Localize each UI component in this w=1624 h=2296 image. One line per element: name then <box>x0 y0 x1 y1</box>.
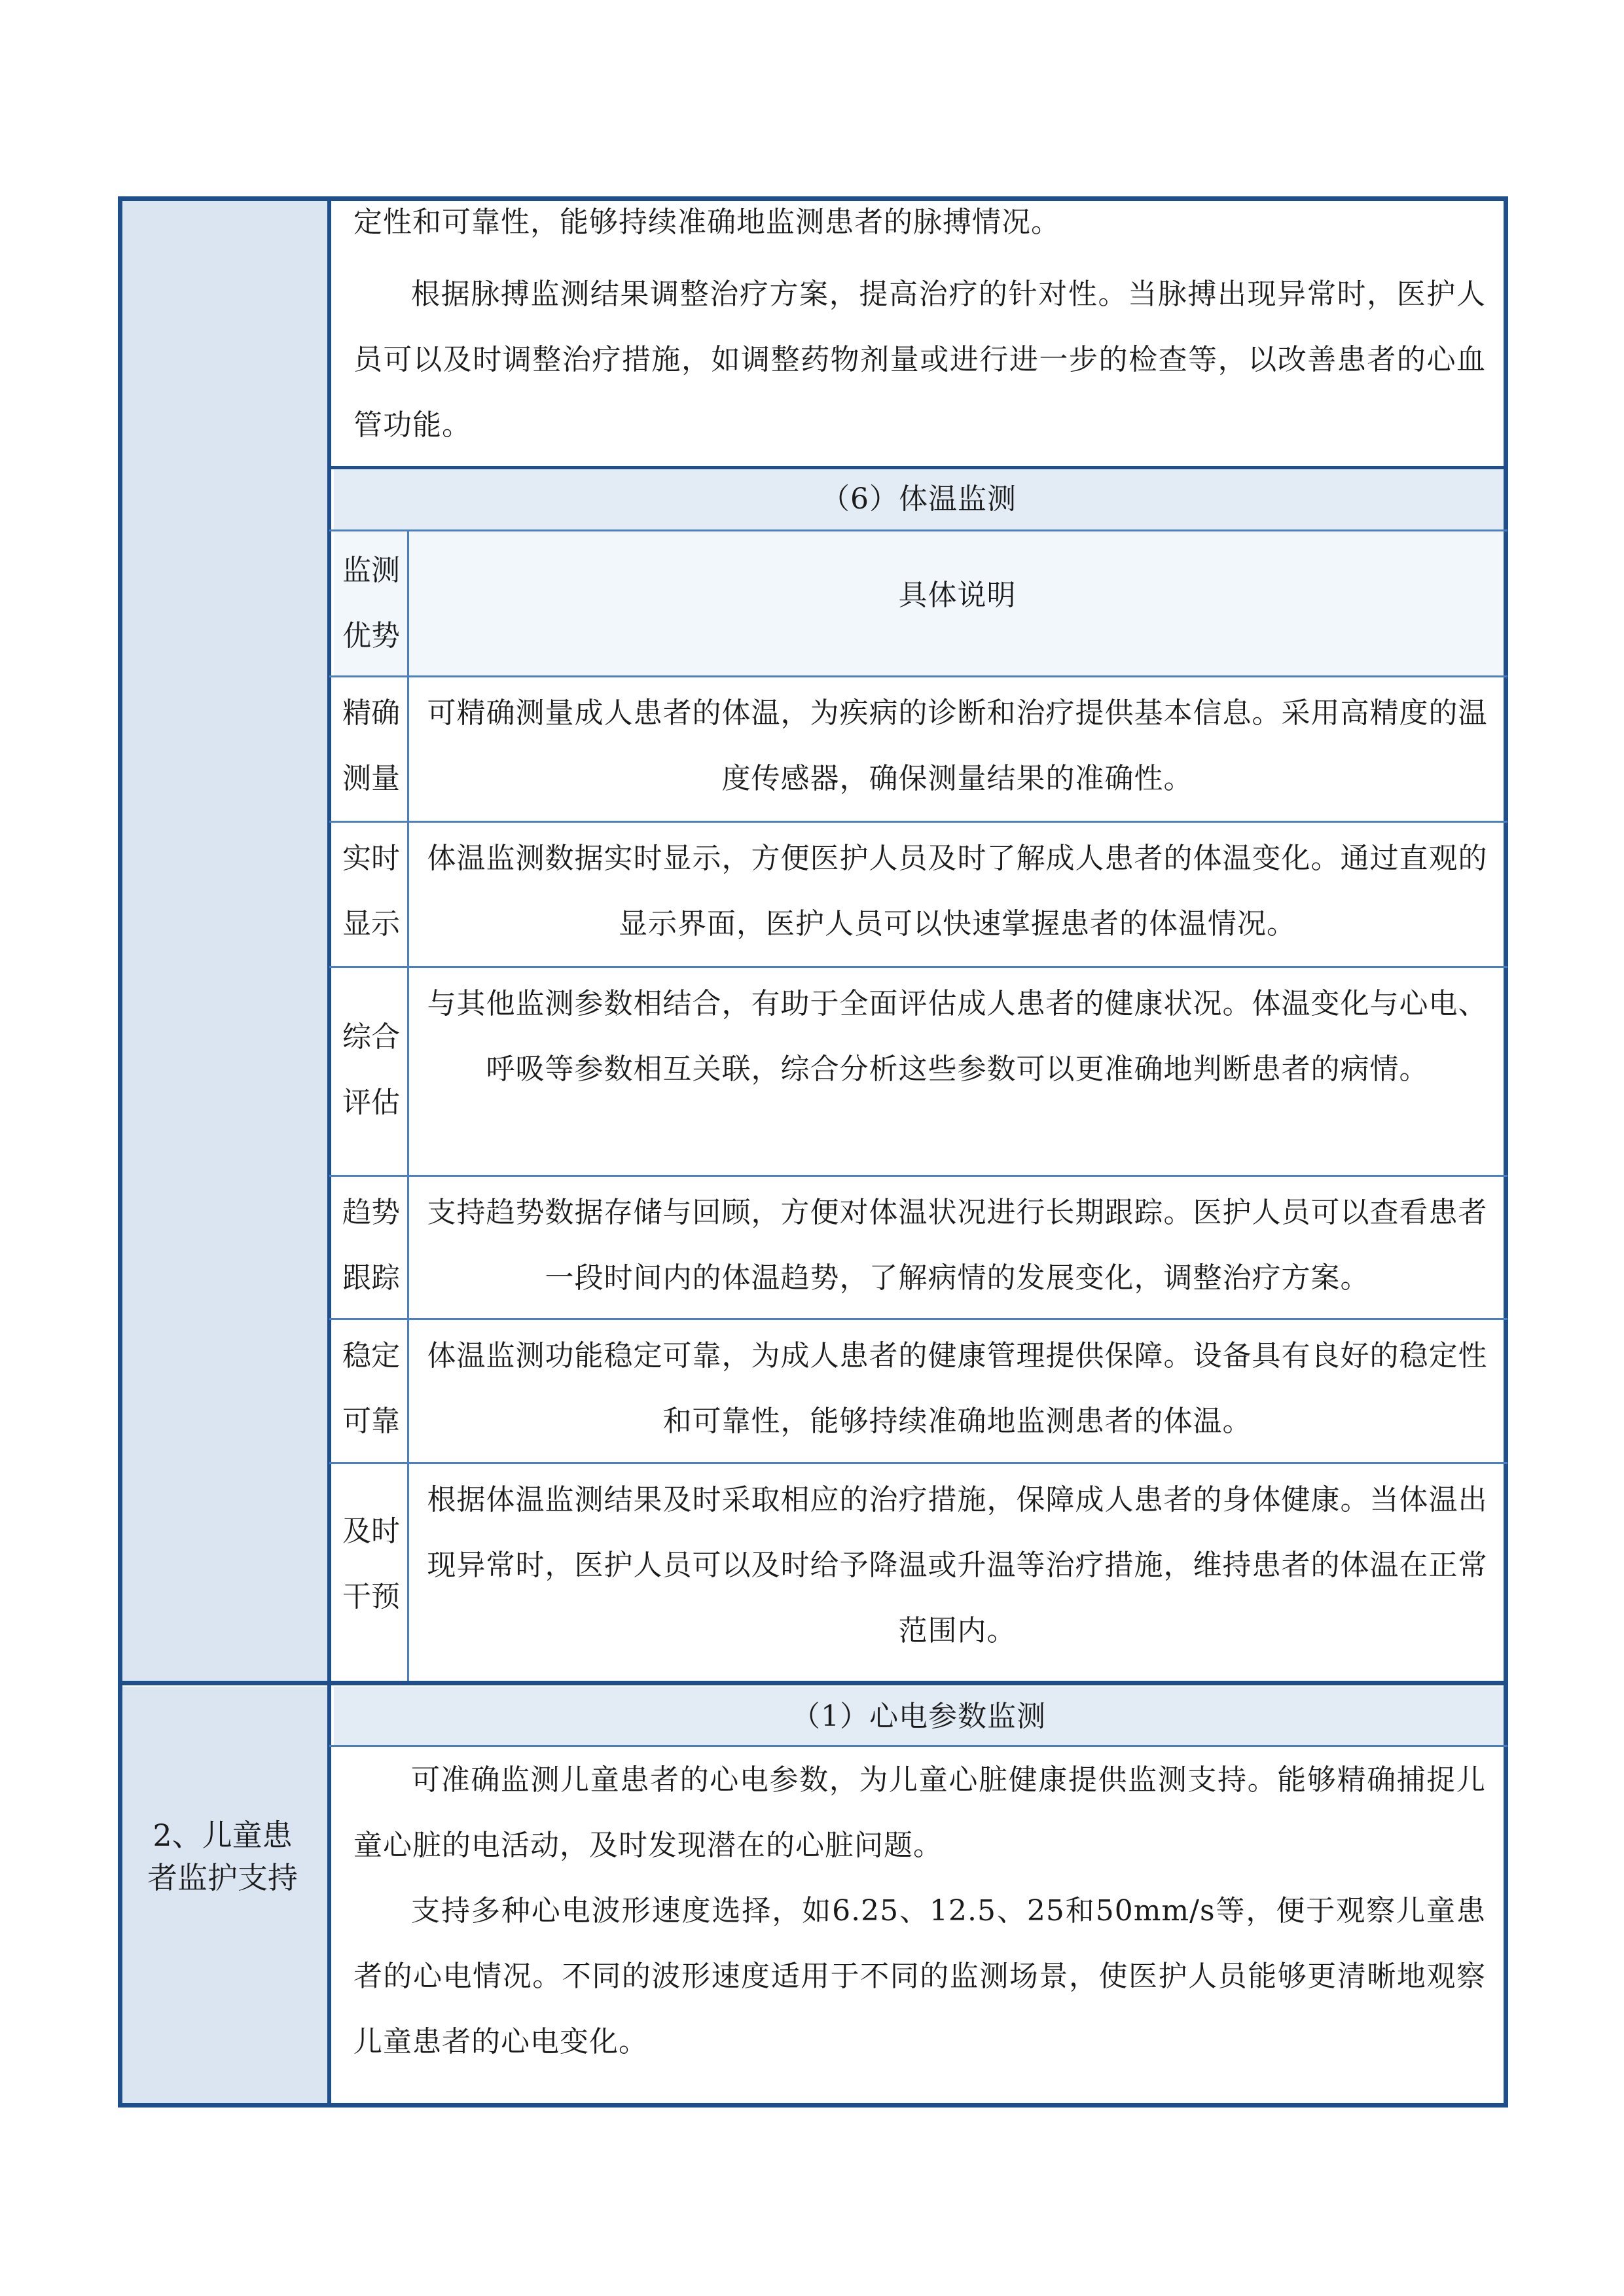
hline-row1-bottom <box>329 821 1507 823</box>
child-paragraph-2: 支持多种心电波形速度选择，如6.25、12.5、25和50mm/s等，便于观察儿童患者的心电情况。不同的波形速度适用于不同的监测场景，使医护人员能够更清晰地观察儿童患者的心电变化。 <box>353 1894 1486 2058</box>
row-text-trend: 支持趋势数据存储与回顾，方便对体温状况进行长期跟踪。医护人员可以查看患者一段时间内的体温趋势，了解病情的发展变化，调整治疗方案。 <box>427 1196 1488 1295</box>
row-label-stable: 稳定可靠 <box>342 1339 400 1438</box>
left-col-divider <box>327 196 331 2108</box>
col-header-desc: 具体说明 <box>898 579 1017 612</box>
child-section-label: 2、儿童患者监护支持 <box>147 1818 298 1895</box>
hline-row2-bottom <box>329 966 1507 968</box>
hline-row4-bottom <box>329 1318 1507 1320</box>
row-text-realtime: 体温监测数据实时显示，方便医护人员及时了解成人患者的体温变化。通过直观的显示界面，医护人员可以快速掌握患者的体温情况。 <box>427 842 1488 941</box>
row-label-comprehensive: 综合评估 <box>342 1020 400 1119</box>
row-label-intervene: 及时干预 <box>342 1515 400 1613</box>
col-header-label: 监测优势 <box>342 554 400 653</box>
label-col-divider <box>407 531 409 1682</box>
child-paragraph-1: 可准确监测儿童患者的心电参数，为儿童心脏健康提供监测支持。能够精确捕捉儿童心脏的电活动，及时发现潜在的心脏问题。 <box>353 1763 1486 1862</box>
row-label-realtime: 实时显示 <box>342 842 400 941</box>
temp-section-title: （6）体温监测 <box>821 482 1017 516</box>
hline-row5-bottom <box>329 1462 1507 1464</box>
hline-row3-bottom <box>329 1175 1507 1177</box>
hline-colheader-bottom <box>329 675 1507 677</box>
row-label-trend: 趋势跟踪 <box>342 1196 400 1295</box>
child-section-title: （1）心电参数监测 <box>791 1700 1046 1733</box>
row-text-comprehensive: 与其他监测参数相结合，有助于全面评估成人患者的健康状况。体温变化与心电、呼吸等参数相互关联，综合分析这些参数可以更准确地判断患者的病情。 <box>427 987 1488 1086</box>
row-text-accurate: 可精确测量成人患者的体温，为疾病的诊断和治疗提供基本信息。采用高精度的温度传感器，确保测量结果的准确性。 <box>427 696 1488 795</box>
continuation-line: 定性和可靠性，能够持续准确地监测患者的脉搏情况。 <box>353 206 1060 239</box>
continuation-paragraph: 根据脉搏监测结果调整治疗方案，提高治疗的针对性。当脉搏出现异常时，医护人员可以及时调整治疗措施，如调整药物剂量或进行进一步的检查等，以改善患者的心血管功能。 <box>353 278 1486 442</box>
row-text-stable: 体温监测功能稳定可靠，为成人患者的健康管理提供保障。设备具有良好的稳定性和可靠性，能够持续准确地监测患者的体温。 <box>427 1339 1488 1438</box>
row-text-intervene: 根据体温监测结果及时采取相应的治疗措施，保障成人患者的身体健康。当体温出现异常时，医护人员可以及时给予降温或升温等治疗措施，维持患者的体温在正常范围内。 <box>427 1483 1488 1647</box>
row-label-accurate: 精确测量 <box>342 696 400 795</box>
